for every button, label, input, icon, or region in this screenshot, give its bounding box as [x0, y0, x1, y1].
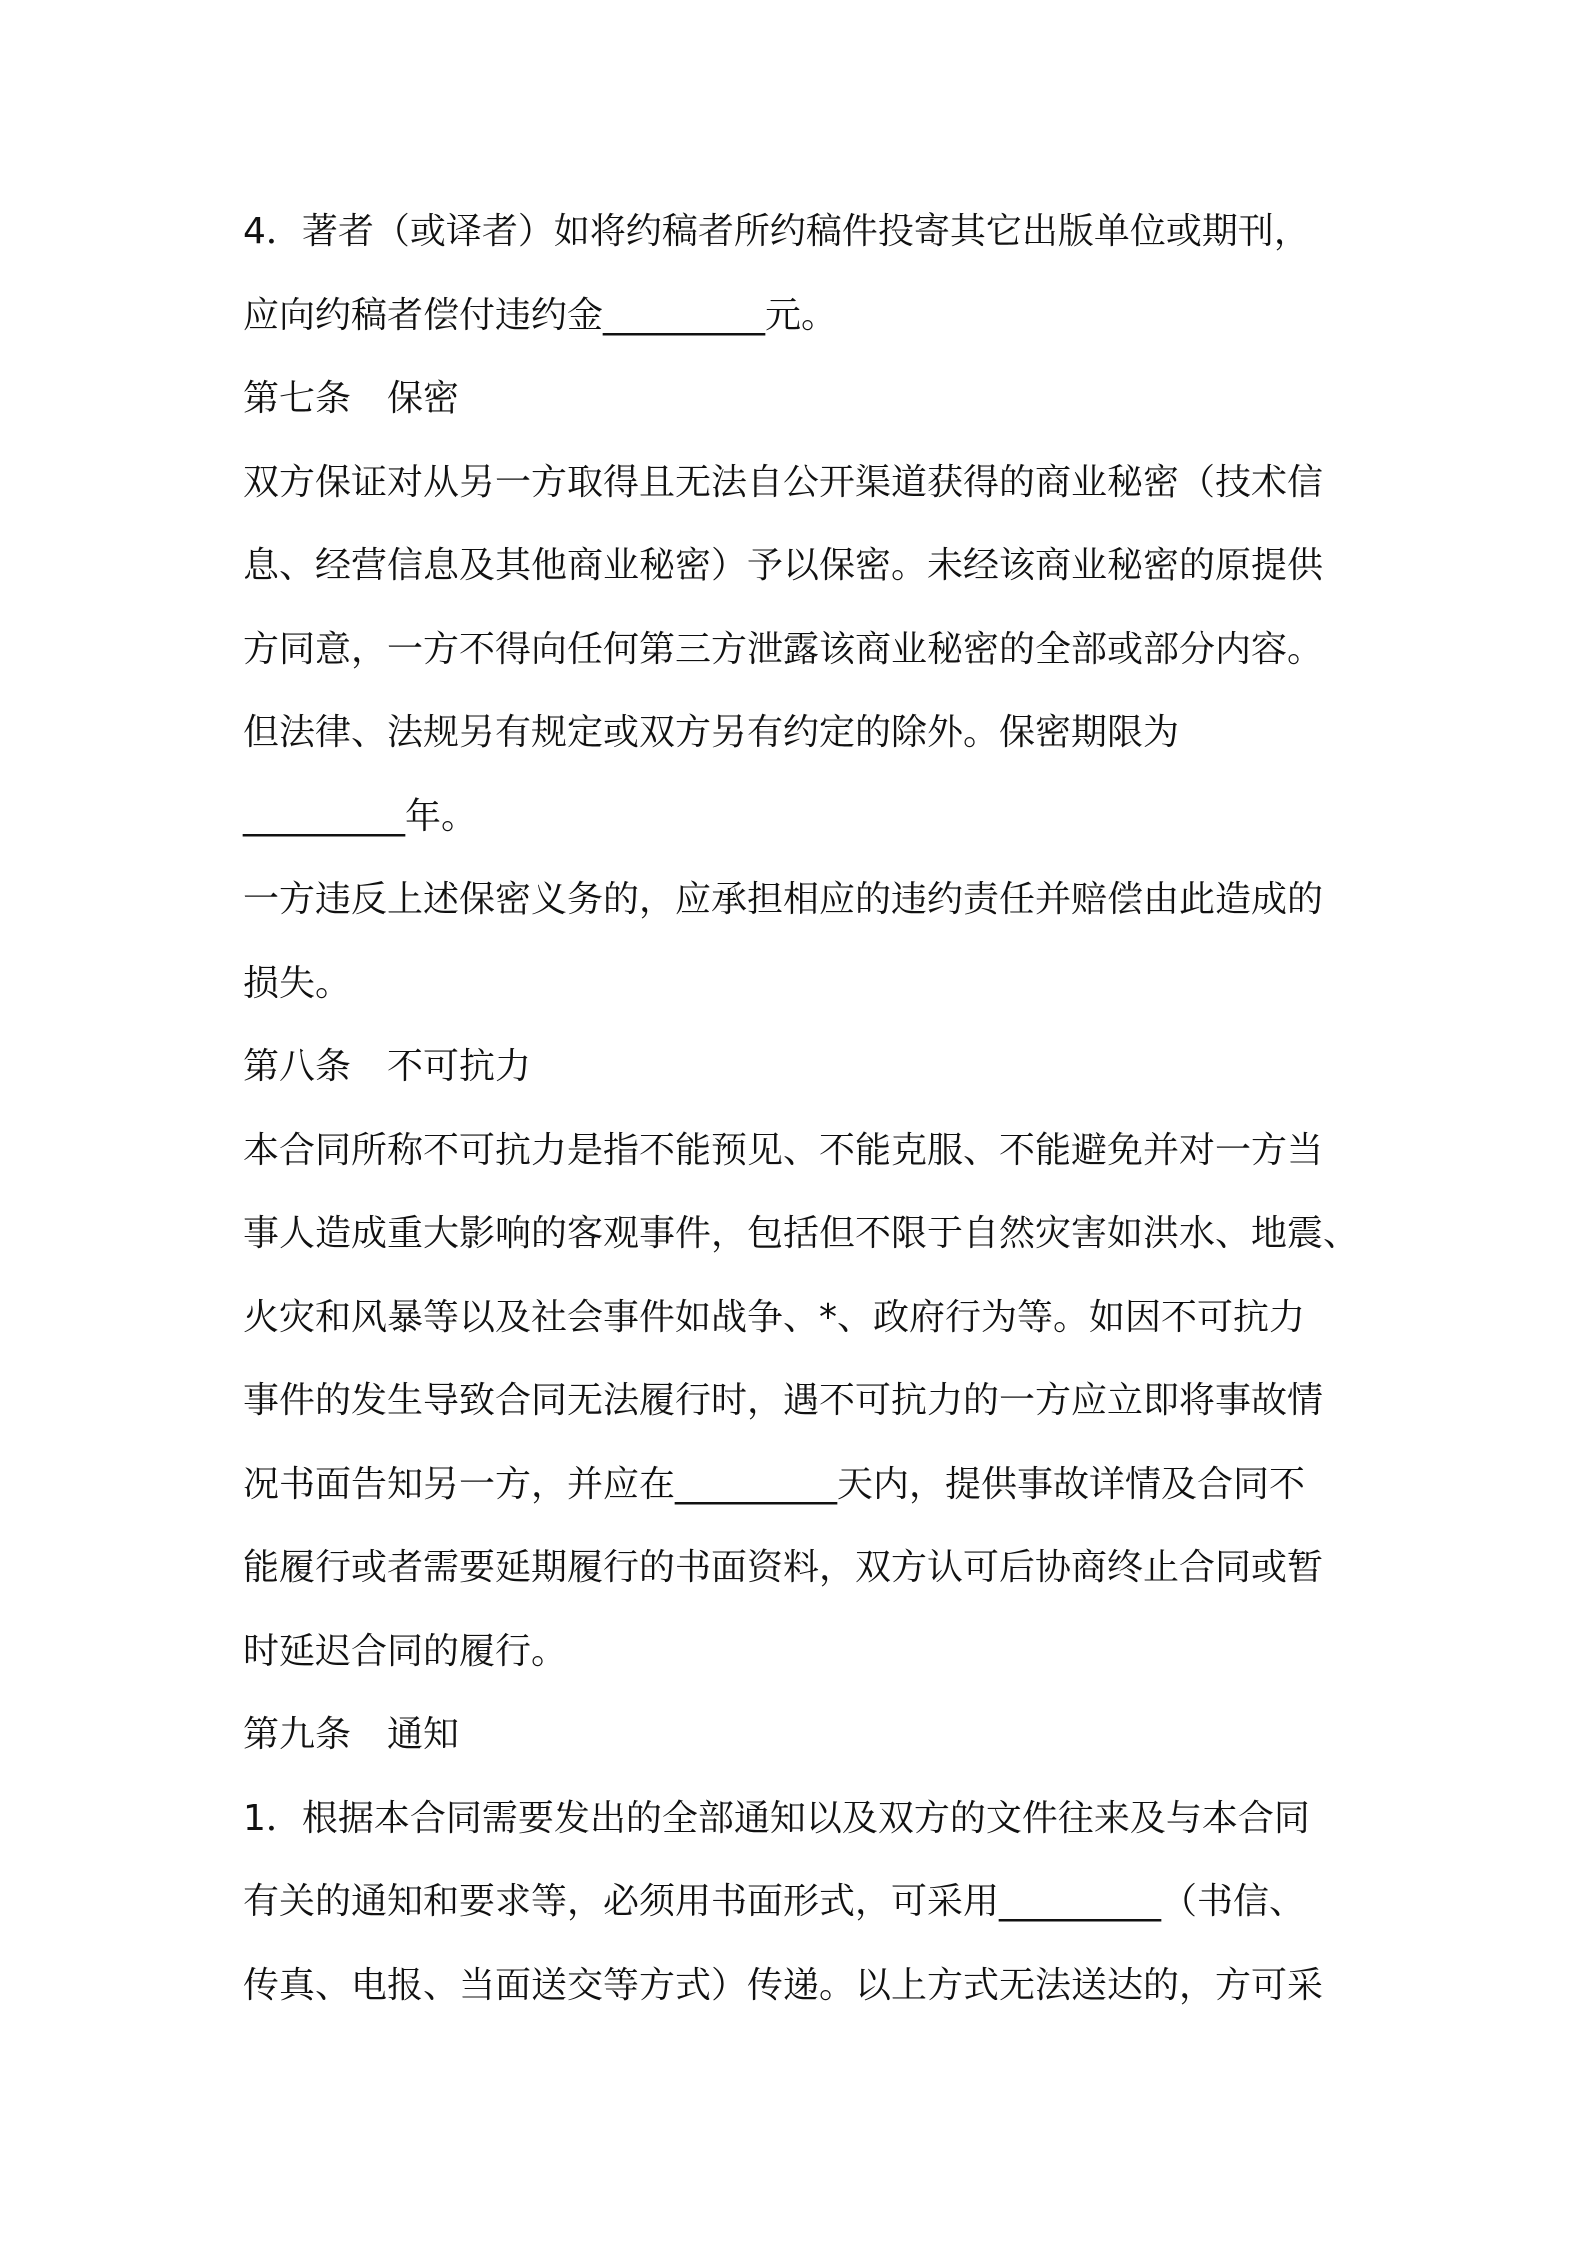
- text-line: 4．著者（或译者）如将约稿者所约稿件投寄其它出版单位或期刊，: [243, 211, 1310, 252]
- text-line: 时延迟合同的履行。: [243, 1630, 568, 1672]
- text-line: 况书面告知另一方，并应在_________天内，提供事故详情及合同不: [243, 1463, 1306, 1505]
- text-line: 本合同所称不可抗力是指不能预见、不能克服、不能避免并对一方当: [243, 1129, 1324, 1171]
- text-line: 一方违反上述保密义务的，应承担相应的违约责任并赔偿由此造成的: [243, 879, 1324, 920]
- text-line: 双方保证对从另一方取得且无法自公开渠道获得的商业秘密（技术信: [243, 461, 1324, 503]
- text-line: 损失。: [243, 962, 352, 1004]
- text-line: 事人造成重大影响的客观事件，包括但不限于自然灾害如洪水、地震、: [243, 1213, 1360, 1254]
- text-line: 火灾和风暴等以及社会事件如战争、*、政府行为等。如因不可抗力: [243, 1296, 1306, 1338]
- section-heading: 第九条 通知: [243, 1714, 460, 1755]
- section-heading: 第七条 保密: [243, 378, 460, 419]
- text-line: 息、经营信息及其他商业秘密）予以保密。未经该商业秘密的原提供: [243, 545, 1324, 586]
- text-line: _________年。: [243, 795, 478, 837]
- text-line: 但法律、法规另有规定或双方另有约定的除外。保密期限为: [243, 712, 1180, 753]
- text-line: 传真、电报、当面送交等方式）传递。以上方式无法送达的，方可采: [243, 1964, 1324, 2006]
- text-line: 有关的通知和要求等，必须用书面形式，可采用_________（书信、: [243, 1881, 1306, 1922]
- document-body: [243, 190, 1363, 2027]
- text-line: 1．根据本合同需要发出的全部通知以及双方的文件往来及与本合同: [243, 1797, 1310, 1839]
- text-line: 方同意，一方不得向任何第三方泄露该商业秘密的全部或部分内容。: [243, 628, 1324, 670]
- text-line: 能履行或者需要延期履行的书面资料，双方认可后协商终止合同或暂: [243, 1547, 1324, 1588]
- section-heading: 第八条 不可抗力: [243, 1046, 532, 1087]
- text-line: 应向约稿者偿付违约金_________元。: [243, 294, 838, 336]
- text-line: 事件的发生导致合同无法履行时，遇不可抗力的一方应立即将事故情: [243, 1380, 1324, 1421]
